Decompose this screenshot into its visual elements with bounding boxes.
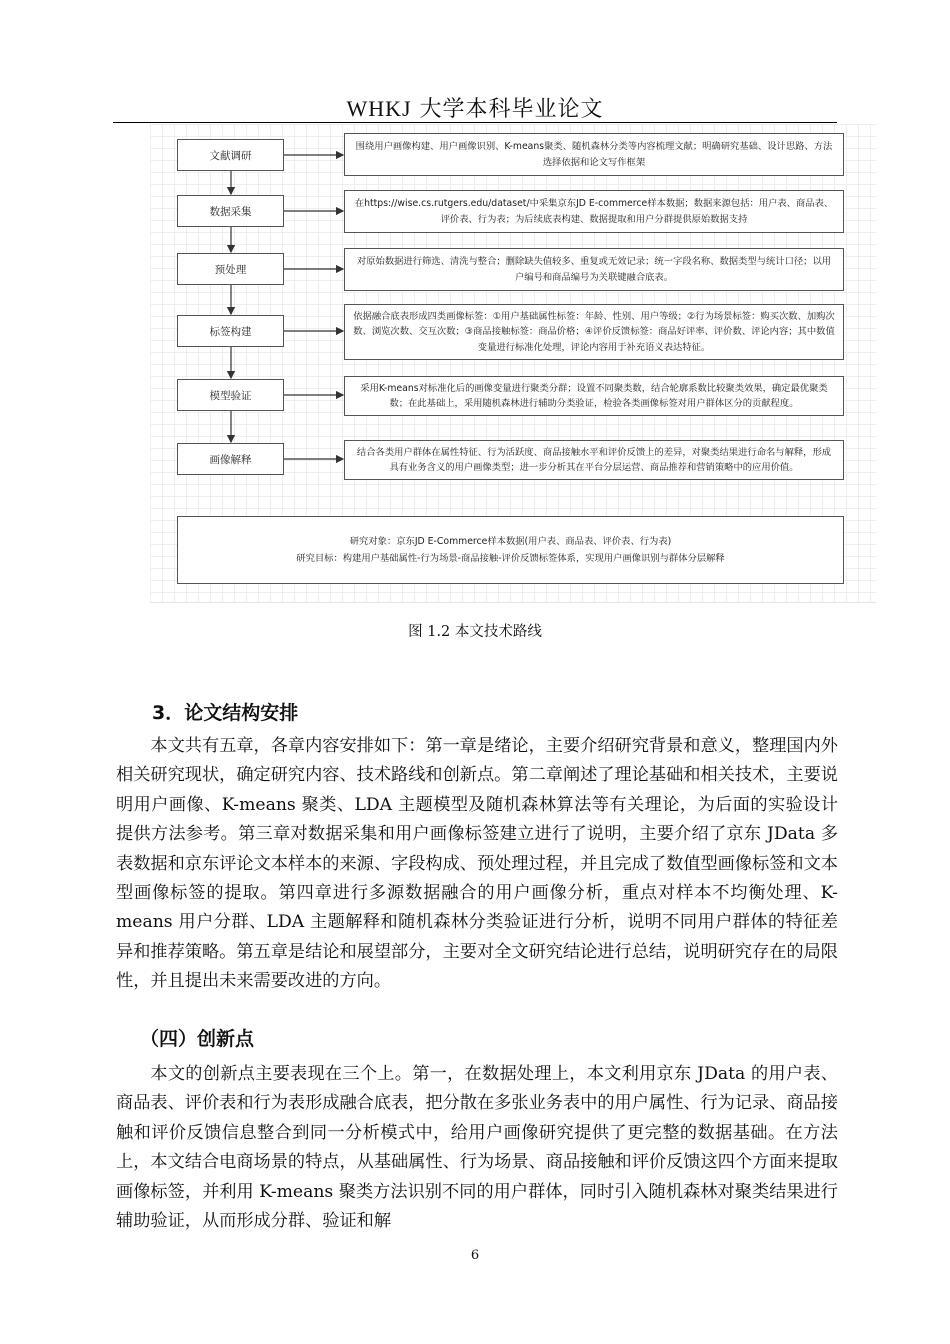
- step-box-preprocessing: 预处理: [177, 253, 284, 285]
- header-title-cn: 大学本科毕业论文: [419, 97, 604, 122]
- header-rule: [113, 122, 837, 123]
- section-heading-innovation: （四）创新点: [140, 1028, 255, 1050]
- summary-goal: 研究目标：构建用户基础属性-行为场景-商品接触-评价反馈标签体系，实现用户画像识别与群体分层解释: [296, 553, 725, 564]
- step-box-tag-construction: 标签构建: [177, 315, 284, 347]
- step-box-model-validation: 模型验证: [177, 379, 284, 411]
- technical-route-figure: [150, 124, 876, 603]
- step-desc-tag-construction: 依据融合底表形成四类画像标签：①用户基础属性标签：年龄、性别、用户等级；②行为场景标签：购买次数、加购次数、浏览次数、交互次数；③商品接触标签：商品价格；④评价反馈标签：商品好评率、评价数、评论内容；其中数值变量进行标准化处理，评论内容用于补充语义表达特征。: [344, 304, 844, 360]
- step-desc-preprocessing: 对原始数据进行筛选、清洗与整合；删除缺失值较多、重复或无效记录；统一字段名称、数据类型与统计口径；以用户编号和商品编号为关联键融合底表。: [344, 248, 844, 291]
- step-desc-model-validation: 采用K-means对标准化后的画像变量进行聚类分群；设置不同聚类数，结合轮廓系数比较聚类效果，确定最优聚类数；在此基础上，采用随机森林进行辅助分类验证，检验各类画像标签对用户群体区分的贡献程度。: [344, 376, 844, 416]
- summary-object: 研究对象：京东JD E-Commerce样本数据(用户表、商品表、评价表、行为表): [349, 536, 672, 547]
- step-desc-literature: 围绕用户画像构建、用户画像识别、K-means聚类、随机森林分类等内容梳理文献；明确研究基础、设计思路、方法选择依据和论文写作框架: [344, 133, 844, 176]
- section-heading-structure: 3．论文结构安排: [152, 702, 299, 724]
- paragraph-innovation: 本文的创新点主要表现在三个上。第一，在数据处理上，本文利用京东 JData 的用户表、商品表、评价表和行为表形成融合底表，把分散在多张业务表中的用户属性、行为记录、商品接触和评价反馈信息整合到同一分析模式中，给用户画像研究提供了更完整的数据基础。在方法上，本文结合电商场景的特点，从基础属性、行为场景、商品接触和评价反馈这四个方面来提取画像标签，并利用 K-means 聚类方法识别不同的用户群体，同时引入随机森林对聚类结果进行辅助验证，从而形成分群、验证和解: [116, 1064, 838, 1232]
- step-desc-portrait-interpretation: 结合各类用户群体在属性特征、行为活跃度、商品接触水平和评价反馈上的差异，对聚类结果进行命名与解释，形成具有业务含义的用户画像类型；进一步分析其在平台分层运营、商品推荐和营销策略中的应用价值。: [344, 440, 844, 480]
- thesis-header-title: [0, 92, 950, 123]
- step-desc-data-collection: 在https://wise.cs.rutgers.edu/dataset/中采集京东JD E-commerce样本数据；数据来源包括：用户表、商品表、评价表、行为表；为后续底表构建、数据提取和用户分群提供原始数据支持: [344, 190, 844, 233]
- page-number: 6: [470, 1248, 480, 1263]
- step-box-data-collection: 数据采集: [177, 195, 284, 227]
- step-box-portrait-interpretation: 画像解释: [177, 443, 284, 475]
- research-summary-box: [177, 516, 844, 584]
- step-box-literature: 文献调研: [177, 139, 284, 171]
- paragraph-structure: 本文共有五章，各章内容安排如下：第一章是绪论，主要介绍研究背景和意义，整理国内外相关研究现状，确定研究内容、技术路线和创新点。第二章阐述了理论基础和相关技术，主要说明用户画像、K-means 聚类、LDA 主题模型及随机森林算法等有关理论，为后面的实验设计提供方法参考。第三章对数据采集和用户画像标签建立进行了说明，主要介绍了京东 JData 多表数据和京东评论文本样本的来源、字段构成、预处理过程，并且完成了数值型画像标签和文本型画像标签的提取。第四章进行多源数据融合的用户画像分析，重点对样本不均衡处理、K-means 用户分群、LDA 主题解释和随机森林分类验证进行分析，说明不同用户群体的特征差异和推荐策略。第五章是结论和展望部分，主要对全文研究结论进行总结，说明研究存在的局限性，并且提出未来需要改进的方向。: [116, 736, 838, 992]
- header-title-latin: WHKJ: [346, 96, 412, 121]
- figure-caption: 图 1.2 本文技术路线: [408, 624, 542, 640]
